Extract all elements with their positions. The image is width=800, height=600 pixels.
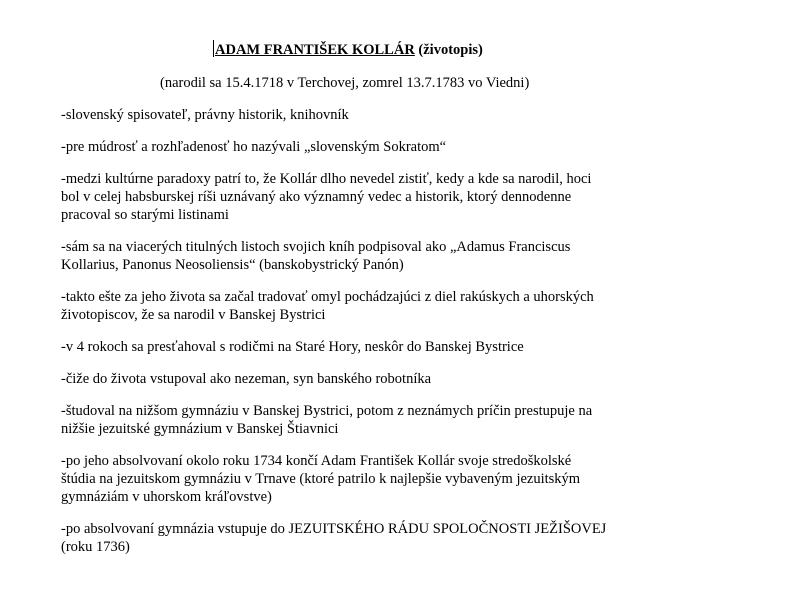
list-item: -po absolvovaní gymnázia vstupuje do JEZUITSKÉHO RÁDU SPOLOČNOSTI JEŽIŠOVEJ (roku 1736) <box>61 521 607 555</box>
list-item: -takto ešte za jeho života sa začal tradovať omyl pochádzajúci z diel rakúskych a uhorských životopiscov, že sa narodil v Banskej Bystrici <box>61 289 594 323</box>
document-title-suffix: (životopis) <box>414 42 483 58</box>
list-item: -v 4 rokoch sa presťahoval s rodičmi na Staré Hory, neskôr do Banskej Bystrice <box>61 339 524 355</box>
list-item: -po jeho absolvovaní okolo roku 1734 končí Adam František Kollár svoje stredoškolské štúdia na jezuitskom gymnáziu v Trnave (ktoré patrilo k najlepšie vybaveným jezuitským gymnáziám v uhorskom kráľovstve) <box>61 453 581 505</box>
bio-list <box>61 106 661 570</box>
list-item: -pre múdrosť a rozhľadenosť ho nazývali „slovenským Sokratom“ <box>61 139 447 155</box>
document-title: ADAM FRANTIŠEK KOLLÁR <box>215 42 415 58</box>
title-line <box>213 40 483 59</box>
document-subtitle: (narodil sa 15.4.1718 v Terchovej, zomrel 13.7.1783 vo Viedni) <box>160 75 530 91</box>
text-cursor <box>213 40 214 57</box>
list-item: -medzi kultúrne paradoxy patrí to, že Kollár dlho nevedel zistiť, kedy a kde sa narodil, hoci bol v celej habsburskej ríši uznávaný ako významný vedec a historik, ktorý dennodenne pracoval so starými listinami <box>61 171 592 223</box>
list-item: -čiže do života vstupoval ako nezeman, syn banského robotníka <box>61 371 432 387</box>
list-item: -študoval na nižšom gymnáziu v Banskej Bystrici, potom z neznámych príčin prestupuje na nižšie jezuitské gymnázium v Banskej Štiavnici <box>61 403 593 437</box>
list-item: -slovenský spisovateľ, právny historik, knihovník <box>61 107 349 123</box>
list-item: -sám sa na viacerých titulných listoch svojich kníh podpisoval ako „Adamus Franciscus Kollarius, Panonus Neosoliensis“ (banskobystrický Panón) <box>61 239 571 273</box>
